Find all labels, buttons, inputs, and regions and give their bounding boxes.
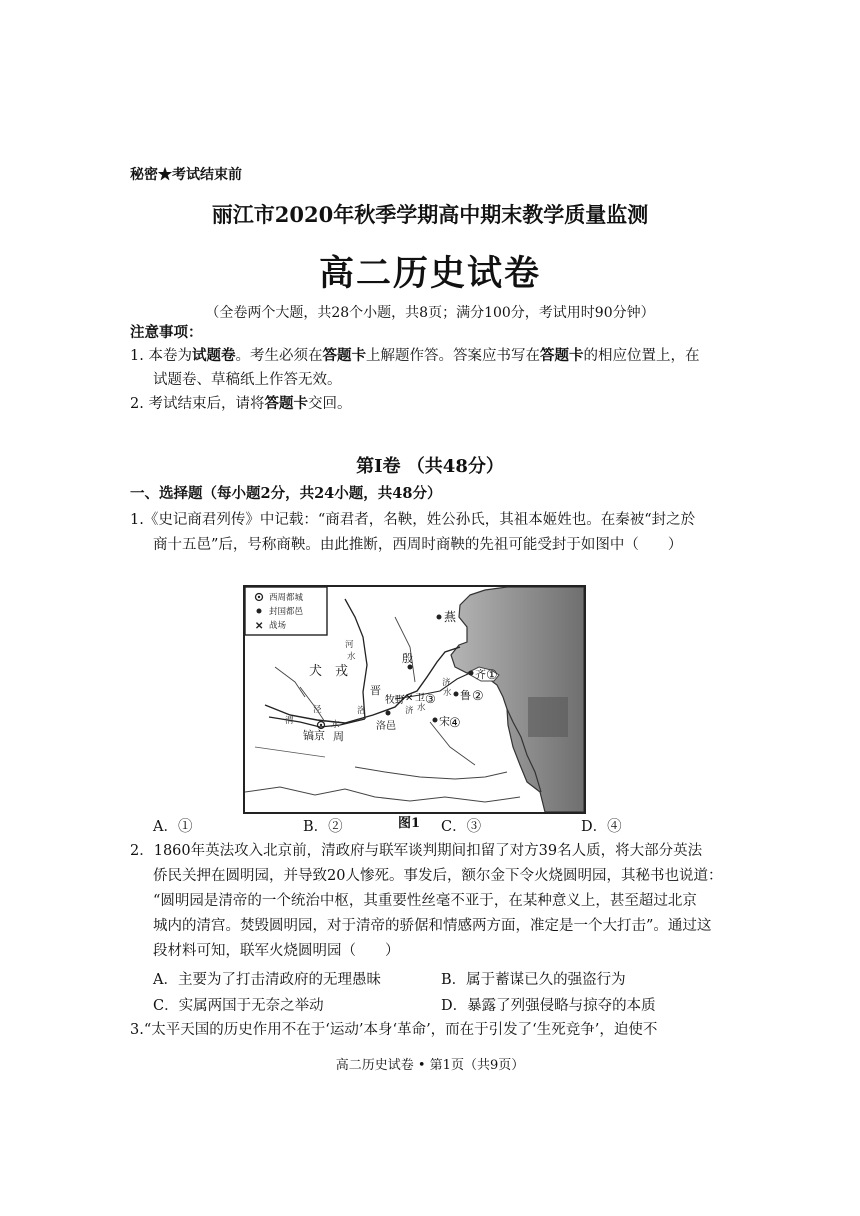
battlefield-symbol: ✕ bbox=[255, 621, 264, 632]
question-1-option-a[interactable]: A．① bbox=[153, 819, 193, 835]
label-yan: 燕 bbox=[444, 610, 457, 624]
circled-4: ④ bbox=[449, 716, 461, 731]
marker-yan bbox=[437, 615, 442, 620]
river-label-2: 渭 bbox=[285, 716, 294, 726]
marker-haojing-dot bbox=[320, 724, 322, 726]
river-label-5: 水 bbox=[417, 703, 426, 713]
notice-item-1-bold-1: 试题卷 bbox=[191, 347, 236, 364]
map-svg bbox=[245, 587, 584, 812]
circled-3: ③ bbox=[425, 692, 436, 706]
map-figure bbox=[243, 585, 586, 814]
notice-item-1 bbox=[130, 346, 699, 366]
notice-item-1-text-2: 。考生必须在 bbox=[235, 348, 323, 364]
label-haojing: 镐京 bbox=[303, 729, 325, 742]
notice-item-1-text-1: 本卷为 bbox=[148, 348, 192, 364]
tributary-3 bbox=[395, 617, 415, 682]
label-luoyi: 洛邑 bbox=[376, 721, 396, 732]
question-2-option-c[interactable]: C．实属两国于无奈之举动 bbox=[153, 998, 324, 1014]
label-qi: 齐 bbox=[475, 668, 486, 681]
confidential-mark: 秘密★考试结束前 bbox=[130, 167, 242, 183]
notice-item-1-bold-3: 答题卡 bbox=[539, 347, 584, 364]
tributary-5 bbox=[255, 747, 325, 757]
river-label-4: 济 bbox=[405, 706, 414, 716]
question-1-line-2: 商十五邑”后，号称商鞅。由此推断，西周时商鞅的先祖可能受封于如图中（ ） bbox=[153, 537, 683, 553]
capital-symbol-dot bbox=[258, 596, 260, 598]
figure-caption: 图1 bbox=[398, 816, 421, 831]
notice-item-1-text-3: 上解题作答。答案应书写在 bbox=[365, 348, 540, 364]
label-song: 宋 bbox=[439, 715, 450, 728]
label-yin: 殷 bbox=[402, 652, 413, 665]
label-lu: 鲁 bbox=[460, 689, 471, 702]
notice-item-2-text-1: 考试结束后，请将 bbox=[148, 396, 265, 412]
marker-qi bbox=[469, 671, 474, 676]
question-2-option-a[interactable]: A．主要为了打击清政府的无理愚昧 bbox=[153, 972, 381, 988]
question-1-option-b[interactable]: B．② bbox=[303, 819, 343, 835]
notice-item-1-line-2: 试题卷、草稿纸上作答无效。 bbox=[153, 372, 342, 388]
notice-item-1-text-4: 的相应位置上，在 bbox=[583, 348, 700, 364]
yangtze-river bbox=[245, 787, 520, 802]
label-muye: 牧野 bbox=[385, 695, 405, 706]
paper-title: 高二历史试卷 bbox=[318, 253, 541, 294]
marker-luoyi bbox=[386, 711, 391, 716]
question-2-line-3: “圆明园是清帝的一个统治中枢，其重要性丝毫不亚于，在某种意义上，甚至超过北京 bbox=[153, 893, 697, 909]
river-label-3: 水 bbox=[331, 720, 340, 730]
river-label-6: 河 bbox=[345, 640, 354, 650]
huai-river bbox=[355, 767, 507, 779]
label-wei: 卫 bbox=[415, 693, 425, 704]
label-quanrong: 犬 戎 bbox=[309, 664, 349, 679]
section-title: 第Ⅰ卷 （共48分） bbox=[356, 456, 504, 477]
notice-item-2-bold-1: 答题卡 bbox=[264, 395, 308, 412]
notice-item-2-text-2: 交回。 bbox=[307, 396, 352, 412]
notice-item-2 bbox=[130, 394, 351, 414]
marker-muye-battle: ✕ bbox=[405, 693, 414, 704]
question-1-option-c[interactable]: C．③ bbox=[441, 819, 482, 835]
question-1-option-d[interactable]: D．④ bbox=[581, 819, 622, 835]
question-2-line-4: 城内的清宫。焚毁圆明园，对于清帝的骄倨和情感两方面，准定是一个大打击”。通过这 bbox=[153, 918, 712, 934]
question-1-line-1: 1.《史记商君列传》中记载：“商君者，名鞅，姓公孙氏，其祖本姬姓也。在秦被“封之於 bbox=[130, 512, 696, 528]
label-jin: 晋 bbox=[370, 684, 381, 697]
page-footer: 高二历史试卷 • 第1页（共9页） bbox=[335, 1058, 525, 1073]
question-3-line-1: 3.“太平天国的历史作用不在于‘运动’本身‘革命’，而在于引发了‘生死竞争’，迫使不 bbox=[130, 1022, 658, 1038]
river-label-1: 泾 bbox=[313, 705, 322, 715]
question-2-line-2: 侨民关押在圆明园，并导致20人惨死。事发后，额尔金下令火烧圆明园，其秘书也说道： bbox=[153, 868, 723, 884]
exam-info-note: （全卷两个大题，共28个小题，共8页；满分100分，考试用时90分钟） bbox=[205, 305, 655, 321]
river-label-7: 水 bbox=[347, 652, 356, 662]
notice-item-1-number: 1. bbox=[130, 348, 144, 364]
river-label-8: 济 bbox=[442, 678, 451, 688]
notice-item-2-number: 2. bbox=[130, 396, 144, 412]
label-zhou: 周 bbox=[333, 730, 344, 743]
circled-1: ① bbox=[486, 668, 498, 683]
tributary-2 bbox=[275, 667, 305, 697]
marker-yin bbox=[408, 665, 413, 670]
dark-sea-patch bbox=[528, 697, 568, 737]
question-2-option-b[interactable]: B．属于蓄谋已久的强盗行为 bbox=[441, 972, 626, 988]
notice-heading: 注意事项： bbox=[130, 324, 203, 341]
fief-symbol bbox=[257, 609, 262, 614]
marker-lu bbox=[454, 692, 459, 697]
river-label-10: 洛 bbox=[357, 706, 366, 716]
marker-song bbox=[433, 718, 438, 723]
question-2-line-5: 段材料可知，联军火烧圆明园（ ） bbox=[153, 943, 400, 959]
legend-capital: 西周都城 bbox=[269, 593, 304, 603]
circled-2: ② bbox=[472, 689, 484, 704]
legend-battlefield: 战场 bbox=[269, 621, 287, 631]
part-heading: 一、选择题（每小题2分，共24小题，共48分） bbox=[130, 485, 442, 502]
question-2-option-d[interactable]: D．暴露了列强侵略与掠夺的本质 bbox=[441, 998, 656, 1014]
question-2-line-1: 2．1860年英法攻入北京前，清政府与联军谈判期间扣留了对方39名人质，将大部分英法 bbox=[130, 843, 703, 859]
river-label-9: 水 bbox=[443, 688, 452, 698]
exam-title: 丽江市2020年秋季学期高中期末教学质量监测 bbox=[211, 202, 649, 227]
legend-fief: 封国都邑 bbox=[269, 607, 304, 617]
notice-item-1-bold-2: 答题卡 bbox=[322, 347, 366, 364]
